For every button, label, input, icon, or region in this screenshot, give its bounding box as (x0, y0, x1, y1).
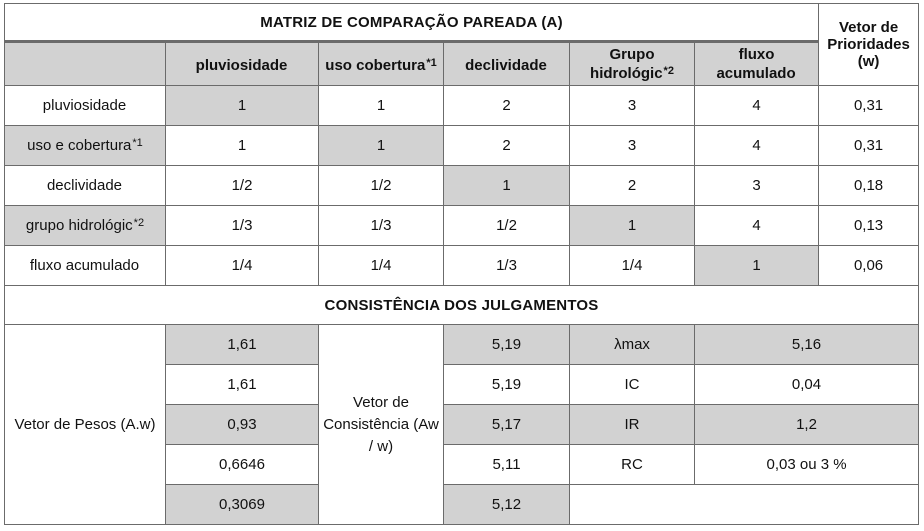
weights-label: Vetor de Pesos (A.w) (5, 325, 166, 525)
ahp-table (4, 3, 919, 525)
matrix-cell: 4 (695, 126, 819, 166)
matrix-row (5, 246, 919, 286)
consistency-title: CONSISTÊNCIA DOS JULGAMENTOS (5, 286, 919, 325)
weight-cell: 0,3069 (166, 485, 319, 525)
priority-cell: 0,13 (819, 206, 919, 246)
row-label: uso e cobertura$^{*1}$ (5, 126, 166, 166)
priority-vector-header-text: Vetor de Prioridades (w) (827, 19, 910, 70)
consistency-cell: 5,12 (444, 485, 570, 525)
index-name: λmax (570, 325, 695, 365)
index-value: 0,03 ou 3 % (695, 445, 919, 485)
matrix-row (5, 86, 919, 126)
consistency-vector-label: Vetor de Consistência (Aw / w) (319, 325, 444, 525)
matrix-cell: 3 (695, 166, 819, 206)
matrix-cell: 2 (444, 126, 570, 166)
row-label: declividade (5, 166, 166, 206)
index-value: 0,04 (695, 365, 919, 405)
matrix-cell: 4 (695, 206, 819, 246)
matrix-cell: 1/4 (570, 246, 695, 286)
consistency-cell: 5,17 (444, 405, 570, 445)
row-label: fluxo acumulado (5, 246, 166, 286)
index-name: IR (570, 405, 695, 445)
matrix-cell: 1/4 (166, 246, 319, 286)
matrix-cell: 1 (166, 126, 319, 166)
priority-cell: 0,31 (819, 86, 919, 126)
row-label: grupo hidrológic$^{*2}$ (5, 206, 166, 246)
row-label: pluviosidade (5, 86, 166, 126)
matrix-cell: 4 (695, 86, 819, 126)
matrix-cell: 3 (570, 86, 695, 126)
weight-cell: 0,93 (166, 405, 319, 445)
matrix-cell: 3 (570, 126, 695, 166)
weight-cell: 1,61 (166, 365, 319, 405)
priority-cell: 0,31 (819, 126, 919, 166)
matrix-cell: 2 (444, 86, 570, 126)
empty-cell (570, 485, 919, 525)
weight-cell: 0,6646 (166, 445, 319, 485)
matrix-cell: 1/2 (444, 206, 570, 246)
matrix-cell: 1/3 (444, 246, 570, 286)
matrix-title: MATRIZ DE COMPARAÇÃO PAREADA (A) (5, 4, 819, 42)
consistency-row (5, 325, 919, 365)
matrix-corner-cell (5, 42, 166, 86)
column-header-pluviosidade: pluviosidade (166, 42, 319, 86)
matrix-row (5, 126, 919, 166)
index-name: IC (570, 365, 695, 405)
consistency-cell: 5,19 (444, 365, 570, 405)
matrix-cell: 1 (319, 86, 444, 126)
column-header-grupo-hidrologico: Grupo hidrológic$^{*2}$ (570, 42, 695, 86)
index-name: RC (570, 445, 695, 485)
consistency-cell: 5,19 (444, 325, 570, 365)
matrix-row (5, 206, 919, 246)
matrix-cell: 1 (695, 246, 819, 286)
matrix-cell: 1 (166, 86, 319, 126)
priority-cell: 0,06 (819, 246, 919, 286)
priority-vector-header (819, 4, 919, 86)
matrix-cell: 1 (319, 126, 444, 166)
column-header-uso-cobertura: uso cobertura$^{*1}$ (319, 42, 444, 86)
column-header-declividade: declividade (444, 42, 570, 86)
matrix-cell: 1 (444, 166, 570, 206)
matrix-cell: 1/2 (319, 166, 444, 206)
ahp-table-frame (4, 3, 918, 527)
weight-cell: 1,61 (166, 325, 319, 365)
column-header-fluxo-acumulado: fluxo acumulado (695, 42, 819, 86)
matrix-row (5, 166, 919, 206)
index-value: 5,16 (695, 325, 919, 365)
matrix-cell: 2 (570, 166, 695, 206)
matrix-cell: 1/3 (319, 206, 444, 246)
consistency-cell: 5,11 (444, 445, 570, 485)
matrix-cell: 1 (570, 206, 695, 246)
priority-cell: 0,18 (819, 166, 919, 206)
index-value: 1,2 (695, 405, 919, 445)
matrix-cell: 1/3 (166, 206, 319, 246)
matrix-cell: 1/4 (319, 246, 444, 286)
matrix-cell: 1/2 (166, 166, 319, 206)
